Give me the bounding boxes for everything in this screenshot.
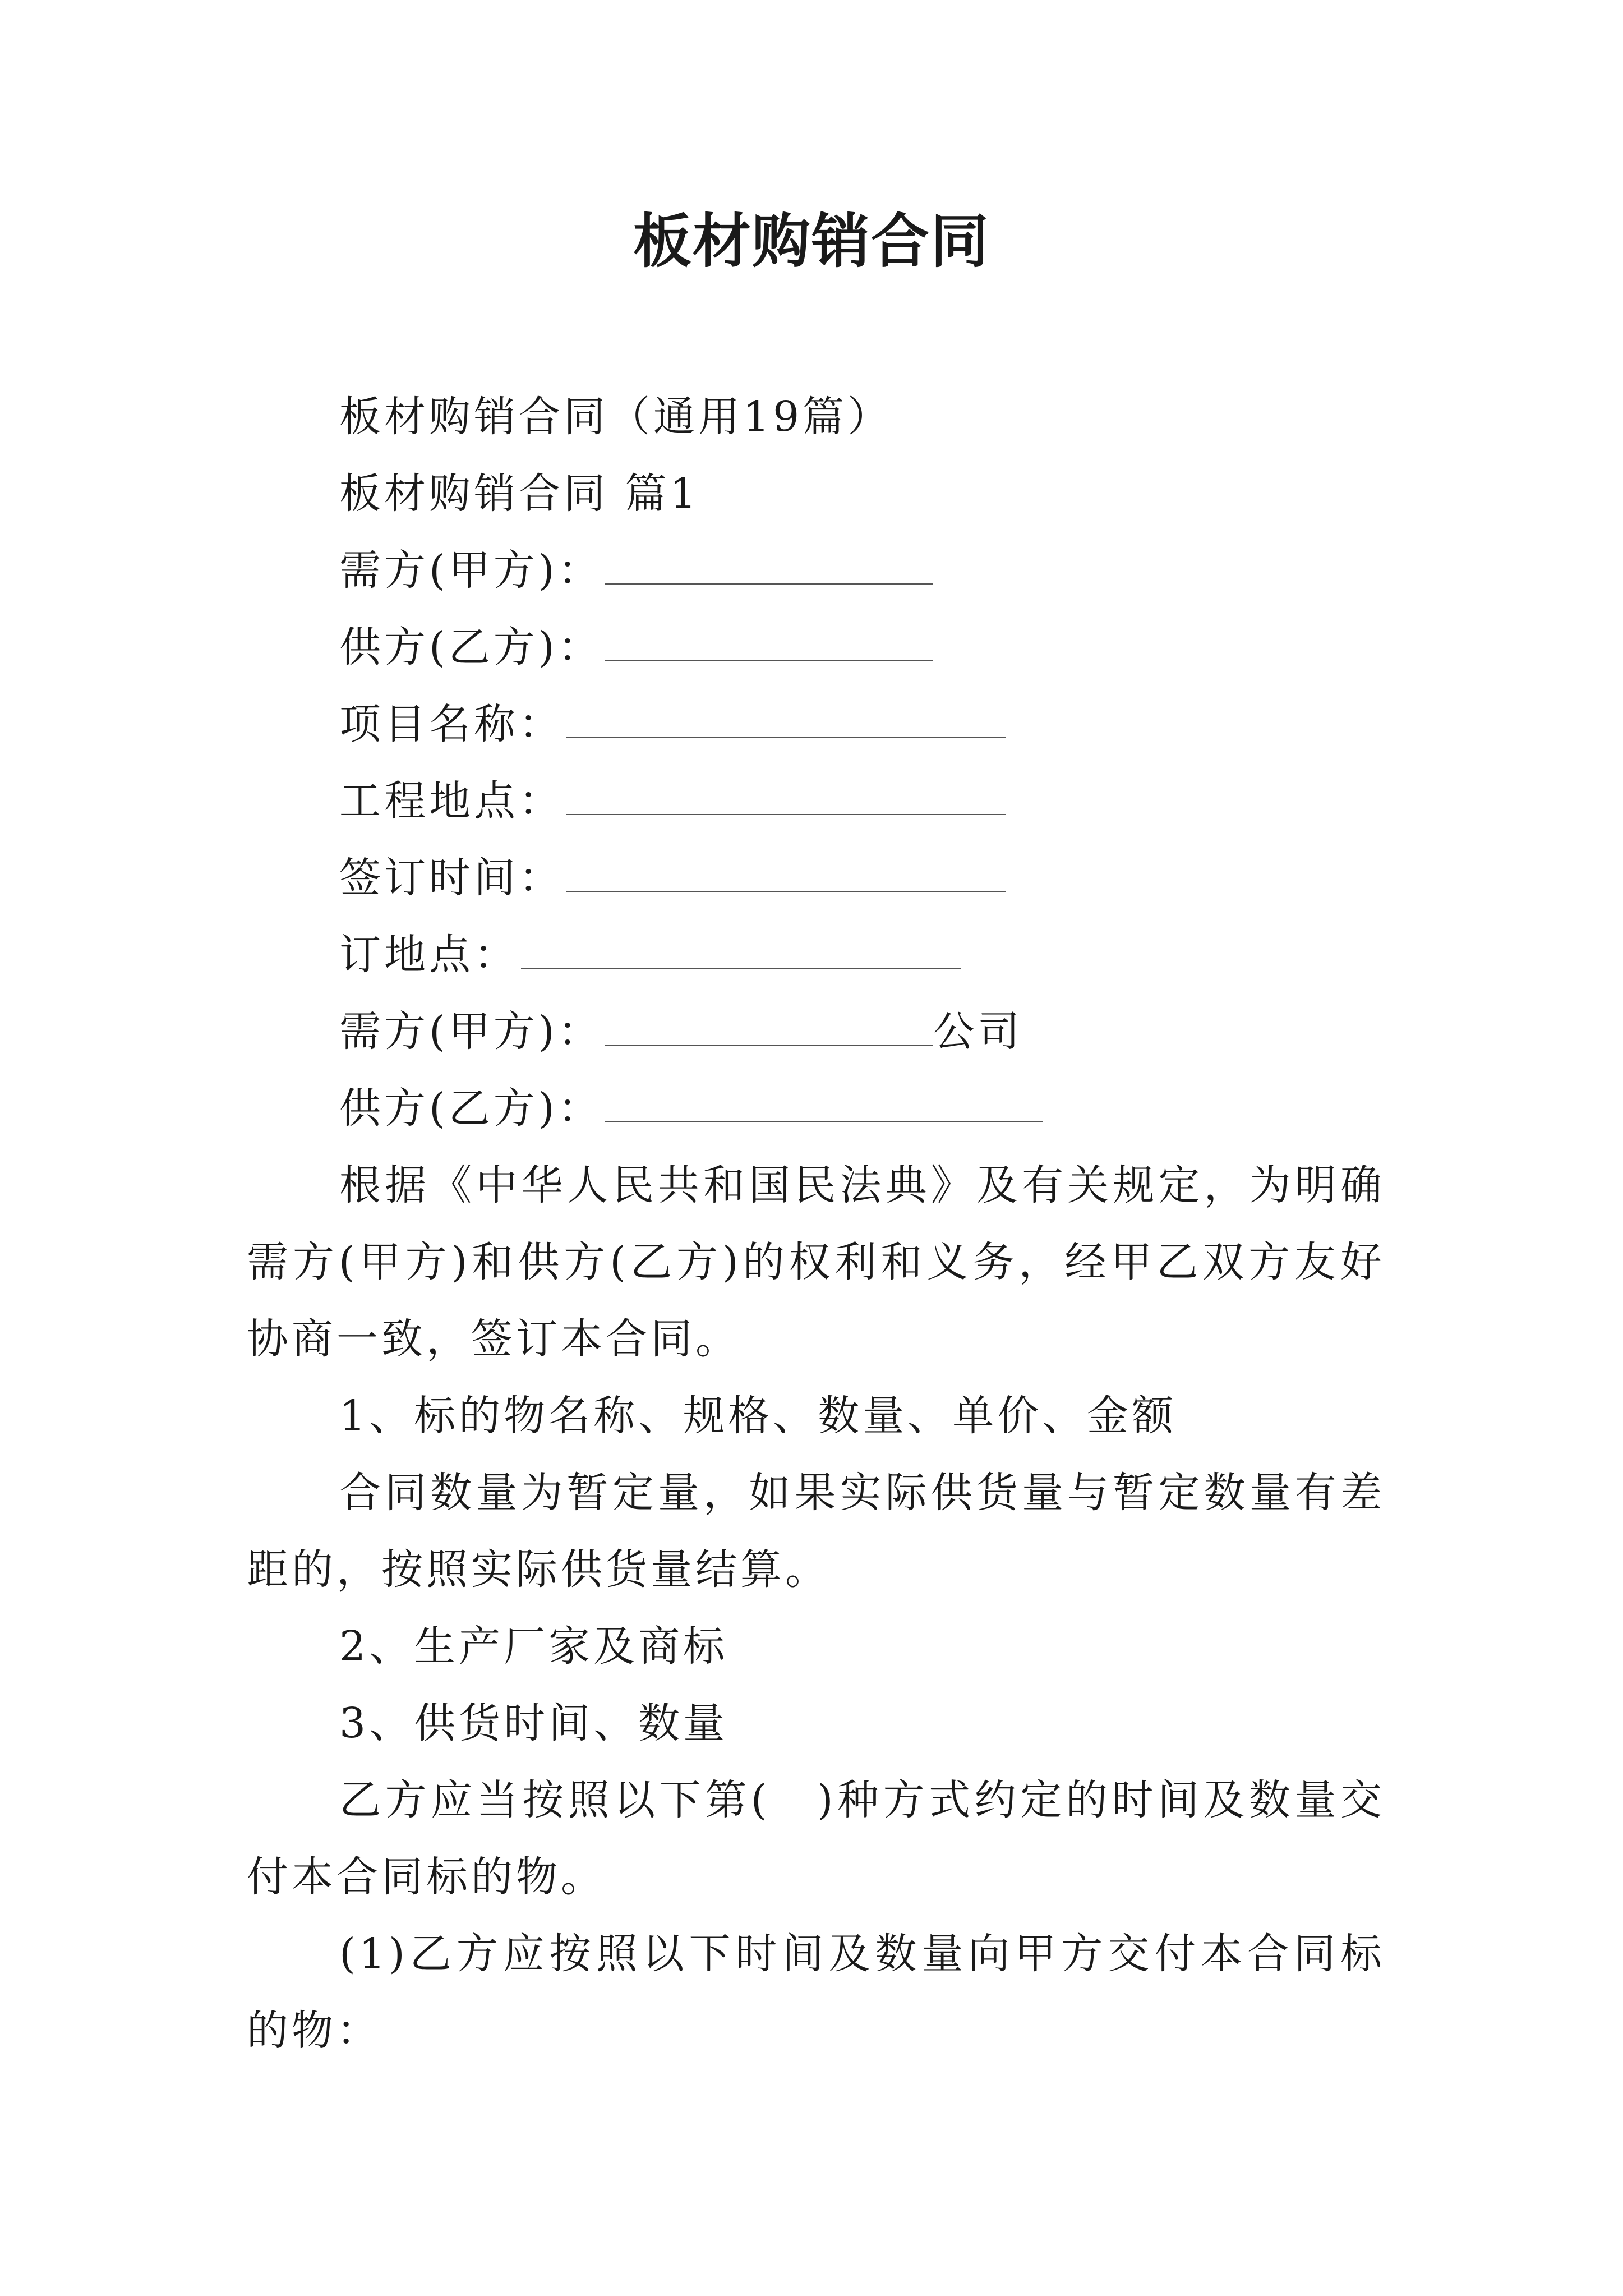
buyer-company-blank xyxy=(605,1013,933,1046)
sign-time-label: 签订时间： xyxy=(339,854,564,902)
clause-3-body: 乙方应当按照以下第( )种方式约定的时间及数量交付本合同标的物。 xyxy=(247,1776,1385,1901)
seller-field xyxy=(247,609,1385,686)
project-label: 项目名称： xyxy=(339,700,564,748)
intro-paragraph: 根据《中华人民共和国民法典》及有关规定，为明确需方(甲方)和供方(乙方)的权利和义务，经甲乙双方友好协商一致，签订本合同。 xyxy=(247,1161,1385,1363)
seller-label: 供方(乙方)： xyxy=(339,623,603,671)
site-label: 工程地点： xyxy=(339,777,564,825)
clause-2-title: 2、生产厂家及商标 xyxy=(339,1622,728,1671)
buyer-field xyxy=(247,532,1385,609)
sign-place-blank xyxy=(521,936,961,969)
seller-field-2 xyxy=(247,1070,1385,1147)
buyer-company-field xyxy=(247,993,1385,1070)
seller-blank-2 xyxy=(605,1090,1043,1122)
buyer-label: 需方(甲方)： xyxy=(339,546,603,595)
sign-place-label: 订地点： xyxy=(339,931,519,979)
sign-place-field xyxy=(247,917,1385,993)
project-blank xyxy=(566,706,1006,738)
document-body xyxy=(247,379,1385,2069)
clause-3-item-1: (1)乙方应按照以下时间及数量向甲方交付本合同标的物： xyxy=(247,1930,1385,2055)
seller-label-2: 供方(乙方)： xyxy=(339,1084,603,1133)
clause-1-title: 1、标的物名称、规格、数量、单价、金额 xyxy=(339,1392,1177,1440)
buyer-blank xyxy=(605,552,933,585)
document-title: 板材购销合同 xyxy=(633,206,990,275)
site-blank xyxy=(566,783,1006,815)
sign-time-blank xyxy=(566,859,1006,892)
section-heading: 板材购销合同 篇1 xyxy=(339,470,700,518)
sign-time-field xyxy=(247,840,1385,917)
clause-3-title: 3、供货时间、数量 xyxy=(339,1699,728,1747)
site-field xyxy=(247,763,1385,840)
document-subtitle: 板材购销合同（通用19篇） xyxy=(339,393,893,441)
seller-blank xyxy=(605,629,933,661)
buyer-label-2: 需方(甲方)： xyxy=(339,1007,603,1056)
company-suffix: 公司 xyxy=(933,1007,1023,1056)
project-field xyxy=(247,686,1385,763)
clause-1-body: 合同数量为暂定量，如果实际供货量与暂定数量有差距的，按照实际供货量结算。 xyxy=(247,1469,1385,1594)
